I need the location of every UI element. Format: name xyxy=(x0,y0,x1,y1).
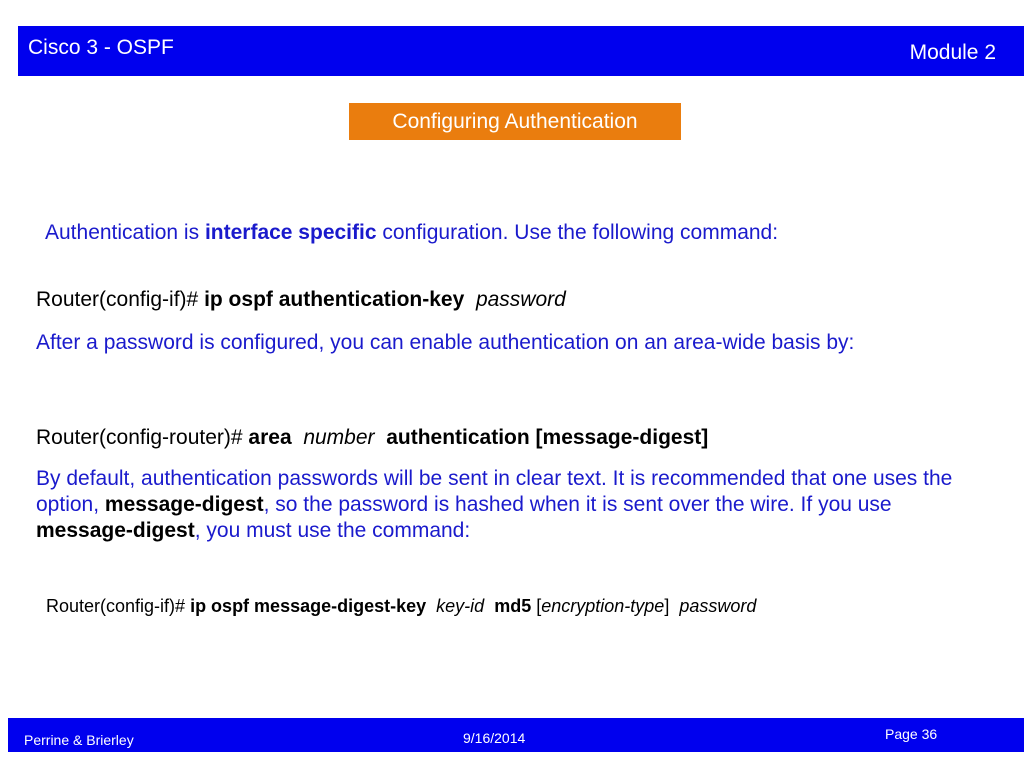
header-bar xyxy=(18,26,1024,76)
intro-suffix: configuration. Use the following command: xyxy=(376,221,779,244)
module-label: Module 2 xyxy=(909,41,996,64)
para2-text-3: , you must use the command: xyxy=(194,519,471,542)
command-message-digest-key xyxy=(46,595,756,617)
cmd2-arg: number xyxy=(303,426,375,449)
cmd3-keyword-md5: md5 xyxy=(494,596,532,616)
intro-prefix: Authentication is xyxy=(45,221,205,244)
intro-bold: interface specific xyxy=(204,221,377,244)
cmd1-arg: password xyxy=(475,288,566,311)
para2-bold-2: message-digest xyxy=(36,519,195,542)
cmd1-keyword: ip ospf authentication-key xyxy=(204,288,465,311)
section-heading: Configuring Authentication xyxy=(349,103,681,140)
slide-title: Cisco 3 - OSPF xyxy=(28,36,174,59)
paragraph-area-auth: After a password is configured, you can enable authentication on an area-wide basis by: xyxy=(36,331,855,354)
cmd3-arg-encryption-type: encryption-type xyxy=(541,596,665,616)
cmd3-keyword: ip ospf message-digest-key xyxy=(190,596,427,616)
footer-page-number: Page 36 xyxy=(885,726,938,742)
cmd2-keyword-auth: authentication [message-digest] xyxy=(386,426,709,449)
footer-authors: Perrine & Brierley xyxy=(24,732,134,748)
cmd2-keyword-area: area xyxy=(248,426,292,449)
paragraph-message-digest xyxy=(36,466,966,544)
command-auth-key xyxy=(36,287,566,313)
footer-date: 9/16/2014 xyxy=(463,730,526,746)
cmd3-prompt: Router(config-if)# xyxy=(46,596,191,616)
para2-text-1: By default, authentication passwords will be sent in clear text. It is recommended that one uses the option, xyxy=(36,467,953,516)
footer-bar xyxy=(8,718,1024,752)
intro-text xyxy=(45,220,778,246)
cmd3-arg-password: password xyxy=(679,596,757,616)
para2-text-2: , so the password is hashed when it is sent over the wire. If you use xyxy=(263,493,892,516)
cmd3-bracket-open: [ xyxy=(536,596,542,616)
cmd3-arg-key-id: key-id xyxy=(436,596,485,616)
cmd3-bracket-close: ] xyxy=(664,596,670,616)
cmd1-prompt: Router(config-if)# xyxy=(36,288,205,311)
para2-bold-1: message-digest xyxy=(104,493,264,516)
cmd2-prompt: Router(config-router)# xyxy=(36,426,249,449)
command-area-auth xyxy=(36,425,708,451)
